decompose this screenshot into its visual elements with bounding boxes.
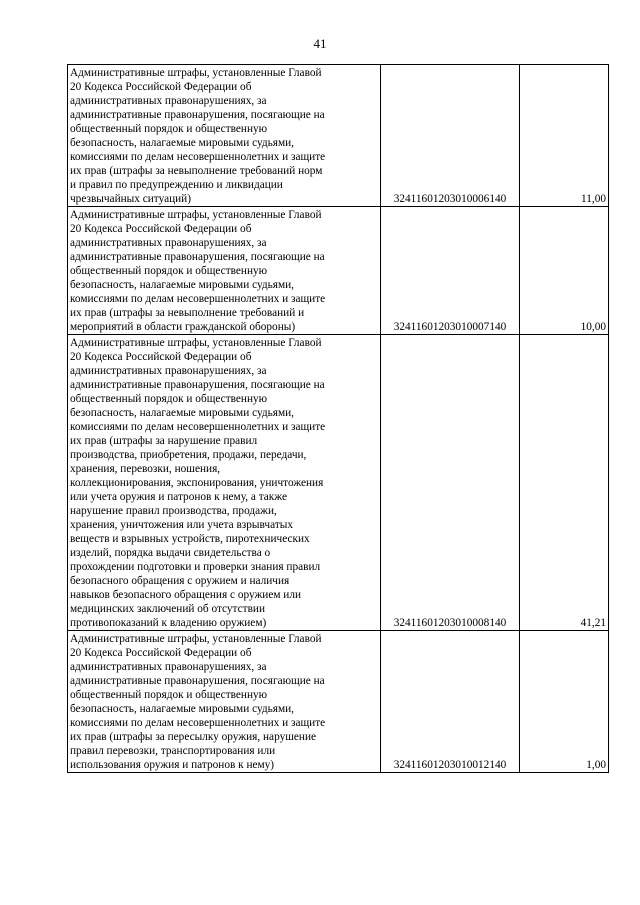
row-amount: 10,00: [520, 207, 609, 335]
table-row: [68, 335, 609, 631]
page-number: 41: [313, 36, 327, 51]
table-row: [68, 631, 609, 773]
row-description: Административные штрафы, установленные Главой 20 Кодекса Российской Федерации об административных правонарушениях, за административные правонарушения, посягающие на общественный порядок и общественную безопасность, налагаемые мировыми судьями, комиссиями по делам несовершеннолетних и защите их прав (штрафы за невыполнение требований норм и правил по предупреждению и ликвидации чрезвычайных ситуаций): [68, 65, 381, 207]
table-row: [68, 65, 609, 207]
row-description: Административные штрафы, установленные Главой 20 Кодекса Российской Федерации об административных правонарушениях, за административные правонарушения, посягающие на общественный порядок и общественную безопасность, налагаемые мировыми судьями, комиссиями по делам несовершеннолетних и защите их прав (штрафы за пересылку оружия, нарушение правил перевозки, транспортирования или использования оружия и патронов к нему): [68, 631, 381, 773]
row-budget-code: 32411601203010012140: [381, 631, 520, 773]
row-amount: 1,00: [520, 631, 609, 773]
revenue-code-table: [67, 64, 609, 773]
row-budget-code: 32411601203010006140: [381, 65, 520, 207]
row-description: Административные штрафы, установленные Главой 20 Кодекса Российской Федерации об административных правонарушениях, за административные правонарушения, посягающие на общественный порядок и общественную безопасность, налагаемые мировыми судьями, комиссиями по делам несовершеннолетних и защите их прав (штрафы за невыполнение требований и мероприятий в области гражданской обороны): [68, 207, 381, 335]
row-budget-code: 32411601203010007140: [381, 207, 520, 335]
row-description: Административные штрафы, установленные Главой 20 Кодекса Российской Федерации об административных правонарушениях, за административные правонарушения, посягающие на общественный порядок и общественную безопасность, налагаемые мировыми судьями, комиссиями по делам несовершеннолетних и защите их прав (штрафы за нарушение правил производства, приобретения, продажи, передачи, хранения, перевозки, ношения, коллекционирования, экспонирования, уничтожения или учета оружия и патронов к нему, а также нарушение правил производства, продажи, хранения, уничтожения или учета взрывчатых веществ и взрывных устройств, пиротехнических изделий, порядка выдачи свидетельства о прохождении подготовки и проверки знания правил безопасного обращения с оружием и наличия навыков безопасного обращения с оружием или медицинских заключений об отсутствии противопоказаний к владению оружием): [68, 335, 381, 631]
row-amount: 41,21: [520, 335, 609, 631]
row-budget-code: 32411601203010008140: [381, 335, 520, 631]
table-row: [68, 207, 609, 335]
row-amount: 11,00: [520, 65, 609, 207]
